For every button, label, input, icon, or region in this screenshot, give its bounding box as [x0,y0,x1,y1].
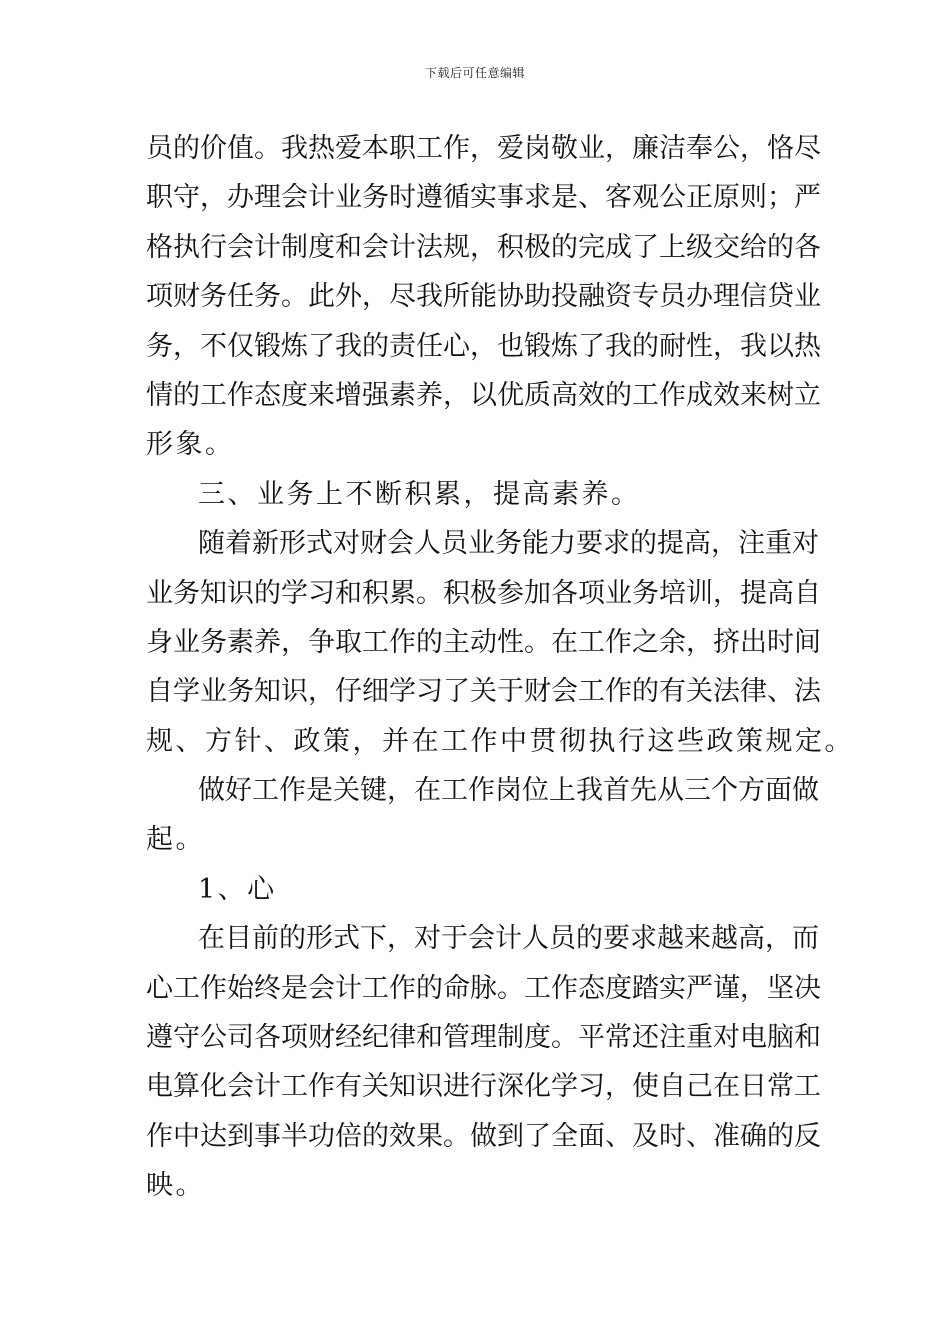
text-line: 规、方针、政策，并在工作中贯彻执行这些政策规定。 [146,725,854,757]
paragraph [146,914,821,1210]
text-line: 自学业务知识，仔细学习了关于财会工作的有关法律、法 [146,676,821,708]
text-line: 遵守公司各项财经纪律和管理制度。平常还注重对电脑和 [146,1022,821,1054]
text-line: 业务知识的学习和积累。积极参加各项业务培训，提高自 [146,577,821,609]
text-line: 员的价值。我热爱本职工作，爱岗敬业，廉洁奉公，恪尽 [146,133,821,164]
text-line: 1、心 [198,873,277,905]
text-line: 务，不仅锻炼了我的责任心，也锻炼了我的耐性，我以热 [146,330,821,362]
paragraph [146,766,819,865]
text-line: 映。 [146,1170,205,1202]
text-line: 心工作始终是会计工作的命脉。工作态度踏实严谨，坚决 [146,972,821,1004]
subheading [146,865,806,914]
text-line: 起。 [146,824,205,856]
text-line: 项财务任务。此外，尽我所能协助投融资专员办理信贷业 [146,281,821,313]
document-body [146,124,854,1211]
text-line: 形象。 [146,429,235,461]
text-line: 随着新形式对财会人员业务能力要求的提高，注重对 [198,528,819,560]
text-line: 三、业务上不断积累，提高素养。 [198,478,641,510]
text-line: 电算化会计工作有关知识进行深化学习，使自己在日常工 [146,1071,821,1103]
section-heading [146,470,806,519]
paragraph [146,124,821,470]
page-header-note: 下载后可任意编辑 [424,66,525,80]
text-line: 格执行会计制度和会计法规，积极的完成了上级交给的各 [146,231,821,263]
text-line: 做好工作是关键，在工作岗位上我首先从三个方面做 [198,775,819,807]
text-line: 情的工作态度来增强素养，以优质高效的工作成效来树立 [146,379,821,411]
text-line: 作中达到事半功倍的效果。做到了全面、及时、准确的反 [146,1120,821,1152]
text-line: 在目前的形式下，对于会计人员的要求越来越高，而 [198,923,819,955]
text-line: 职守，办理会计业务时遵循实事求是、客观公正原则；严 [146,182,821,214]
text-line: 身业务素养，争取工作的主动性。在工作之余，挤出时间 [146,626,821,658]
paragraph [146,519,854,766]
